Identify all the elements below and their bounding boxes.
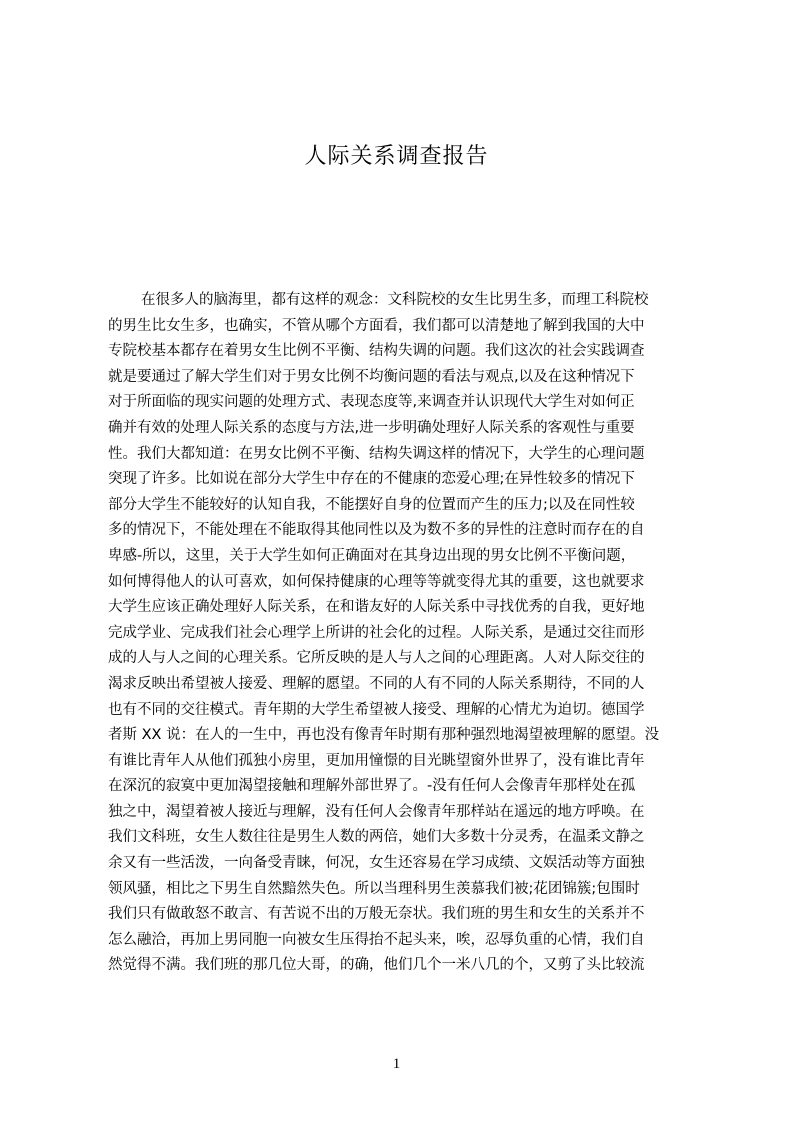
text-line: 专院校基本都存在着男女生比例不平衡、结构失调的问题。我们这次的社会实践调查 bbox=[108, 343, 645, 360]
text-line: 大学生应该正确处理好人际关系，在和谐友好的人际关系中寻找优秀的自我，更好地 bbox=[108, 599, 645, 616]
text-line: 确并有效的处理人际关系的态度与方法,进一步明确处理好人际关系的客观性与重要 bbox=[108, 419, 635, 436]
text-line: 突现了许多。比如说在部分大学生中存在的不健康的恋爱心理;在异性较多的情况下 bbox=[108, 471, 635, 488]
text-line: 也有不同的交往模式。青年期的大学生希望被人接受、理解的心情尤为迫切。德国学 bbox=[108, 701, 645, 718]
text-line: 如何博得他人的认可喜欢，如何保持健康的心理等等就变得尤其的重要，这也就要求 bbox=[108, 573, 645, 590]
text-line: 成的人与人之间的心理关系。它所反映的是人与人之间的心理距离。人对人际交往的 bbox=[108, 650, 645, 667]
text-line: 怎么融洽，再加上男同胞一向被女生压得抬不起头来，唉，忍辱负重的心情，我们自 bbox=[108, 931, 645, 948]
text-line: 有谁比青年人从他们孤独小房里，更加用憧憬的目光眺望窗外世界了，没有谁比青年 bbox=[108, 752, 645, 769]
text-line: 性。我们大都知道：在男女比例不平衡、结构失调这样的情况下，大学生的心理问题 bbox=[108, 445, 645, 462]
page-number: 1 bbox=[392, 1056, 401, 1072]
text-line: 渴求反映出希望被人接爱、理解的愿望。不同的人有不同的人际关系期待，不同的人 bbox=[108, 675, 645, 692]
text-line: 完成学业、完成我们社会心理学上所讲的社会化的过程。人际关系，是通过交往而形 bbox=[108, 624, 645, 641]
text-line: 在很多人的脑海里，都有这样的观念：文科院校的女生比男生多，而理工科院校 bbox=[141, 292, 649, 308]
text-line: 独之中，渴望着被人接近与理解，没有任何人会像青年那样站在遥远的地方呼唤。在 bbox=[108, 803, 645, 820]
text-line: 我们只有做敢怒不敢言、有苦说不出的万般无奈状。我们班的男生和女生的关系并不 bbox=[108, 906, 645, 923]
text-line: 对于所面临的现实问题的处理方式、表现态度等,来调查并认识现代大学生对如何正 bbox=[108, 394, 635, 411]
text-line: 余又有一些活泼，一向备受青睐，何况，女生还容易在学习成绩、文娱活动等方面独 bbox=[108, 855, 645, 872]
text-line: 我们文科班，女生人数往往是男生人数的两倍，她们大多数十分灵秀，在温柔文静之 bbox=[108, 829, 645, 846]
text-line: 领风骚，相比之下男生自然黯然失色。所以当理科男生羡慕我们被;花团锦簇;包围时 bbox=[108, 880, 640, 897]
text-line: 者斯 XX 说：在人的一生中，再也没有像青年时期有那种强烈地渴望被理解的愿望。没 bbox=[108, 727, 660, 744]
text-line: 的男生比女生多，也确实，不管从哪个方面看，我们都可以清楚地了解到我国的大中 bbox=[108, 317, 645, 334]
text-line: 就是要通过了解大学生们对于男女比例不均衡问题的看法与观点,以及在这种情况下 bbox=[108, 368, 635, 385]
text-line: 卑感-所以，这里，关于大学生如何正确面对在其身边出现的男女比例不平衡问题， bbox=[108, 547, 636, 564]
text-line: 然觉得不满。我们班的那几位大哥，的确，他们几个一米八几的个，又剪了头比较流 bbox=[108, 957, 645, 974]
text-line: 部分大学生不能较好的认知自我，不能摆好自身的位置而产生的压力;以及在同性较 bbox=[108, 496, 635, 513]
text-line: 在深沉的寂寞中更加渴望接触和理解外部世界了。-没有任何人会像青年那样处在孤 bbox=[108, 778, 636, 795]
document-title: 人际关系调查报告 bbox=[304, 144, 489, 169]
body-paragraph bbox=[108, 288, 698, 1013]
text-line: 多的情况下，不能处理在不能取得其他同性以及为数不多的异性的注意时而存在的自 bbox=[108, 522, 645, 539]
